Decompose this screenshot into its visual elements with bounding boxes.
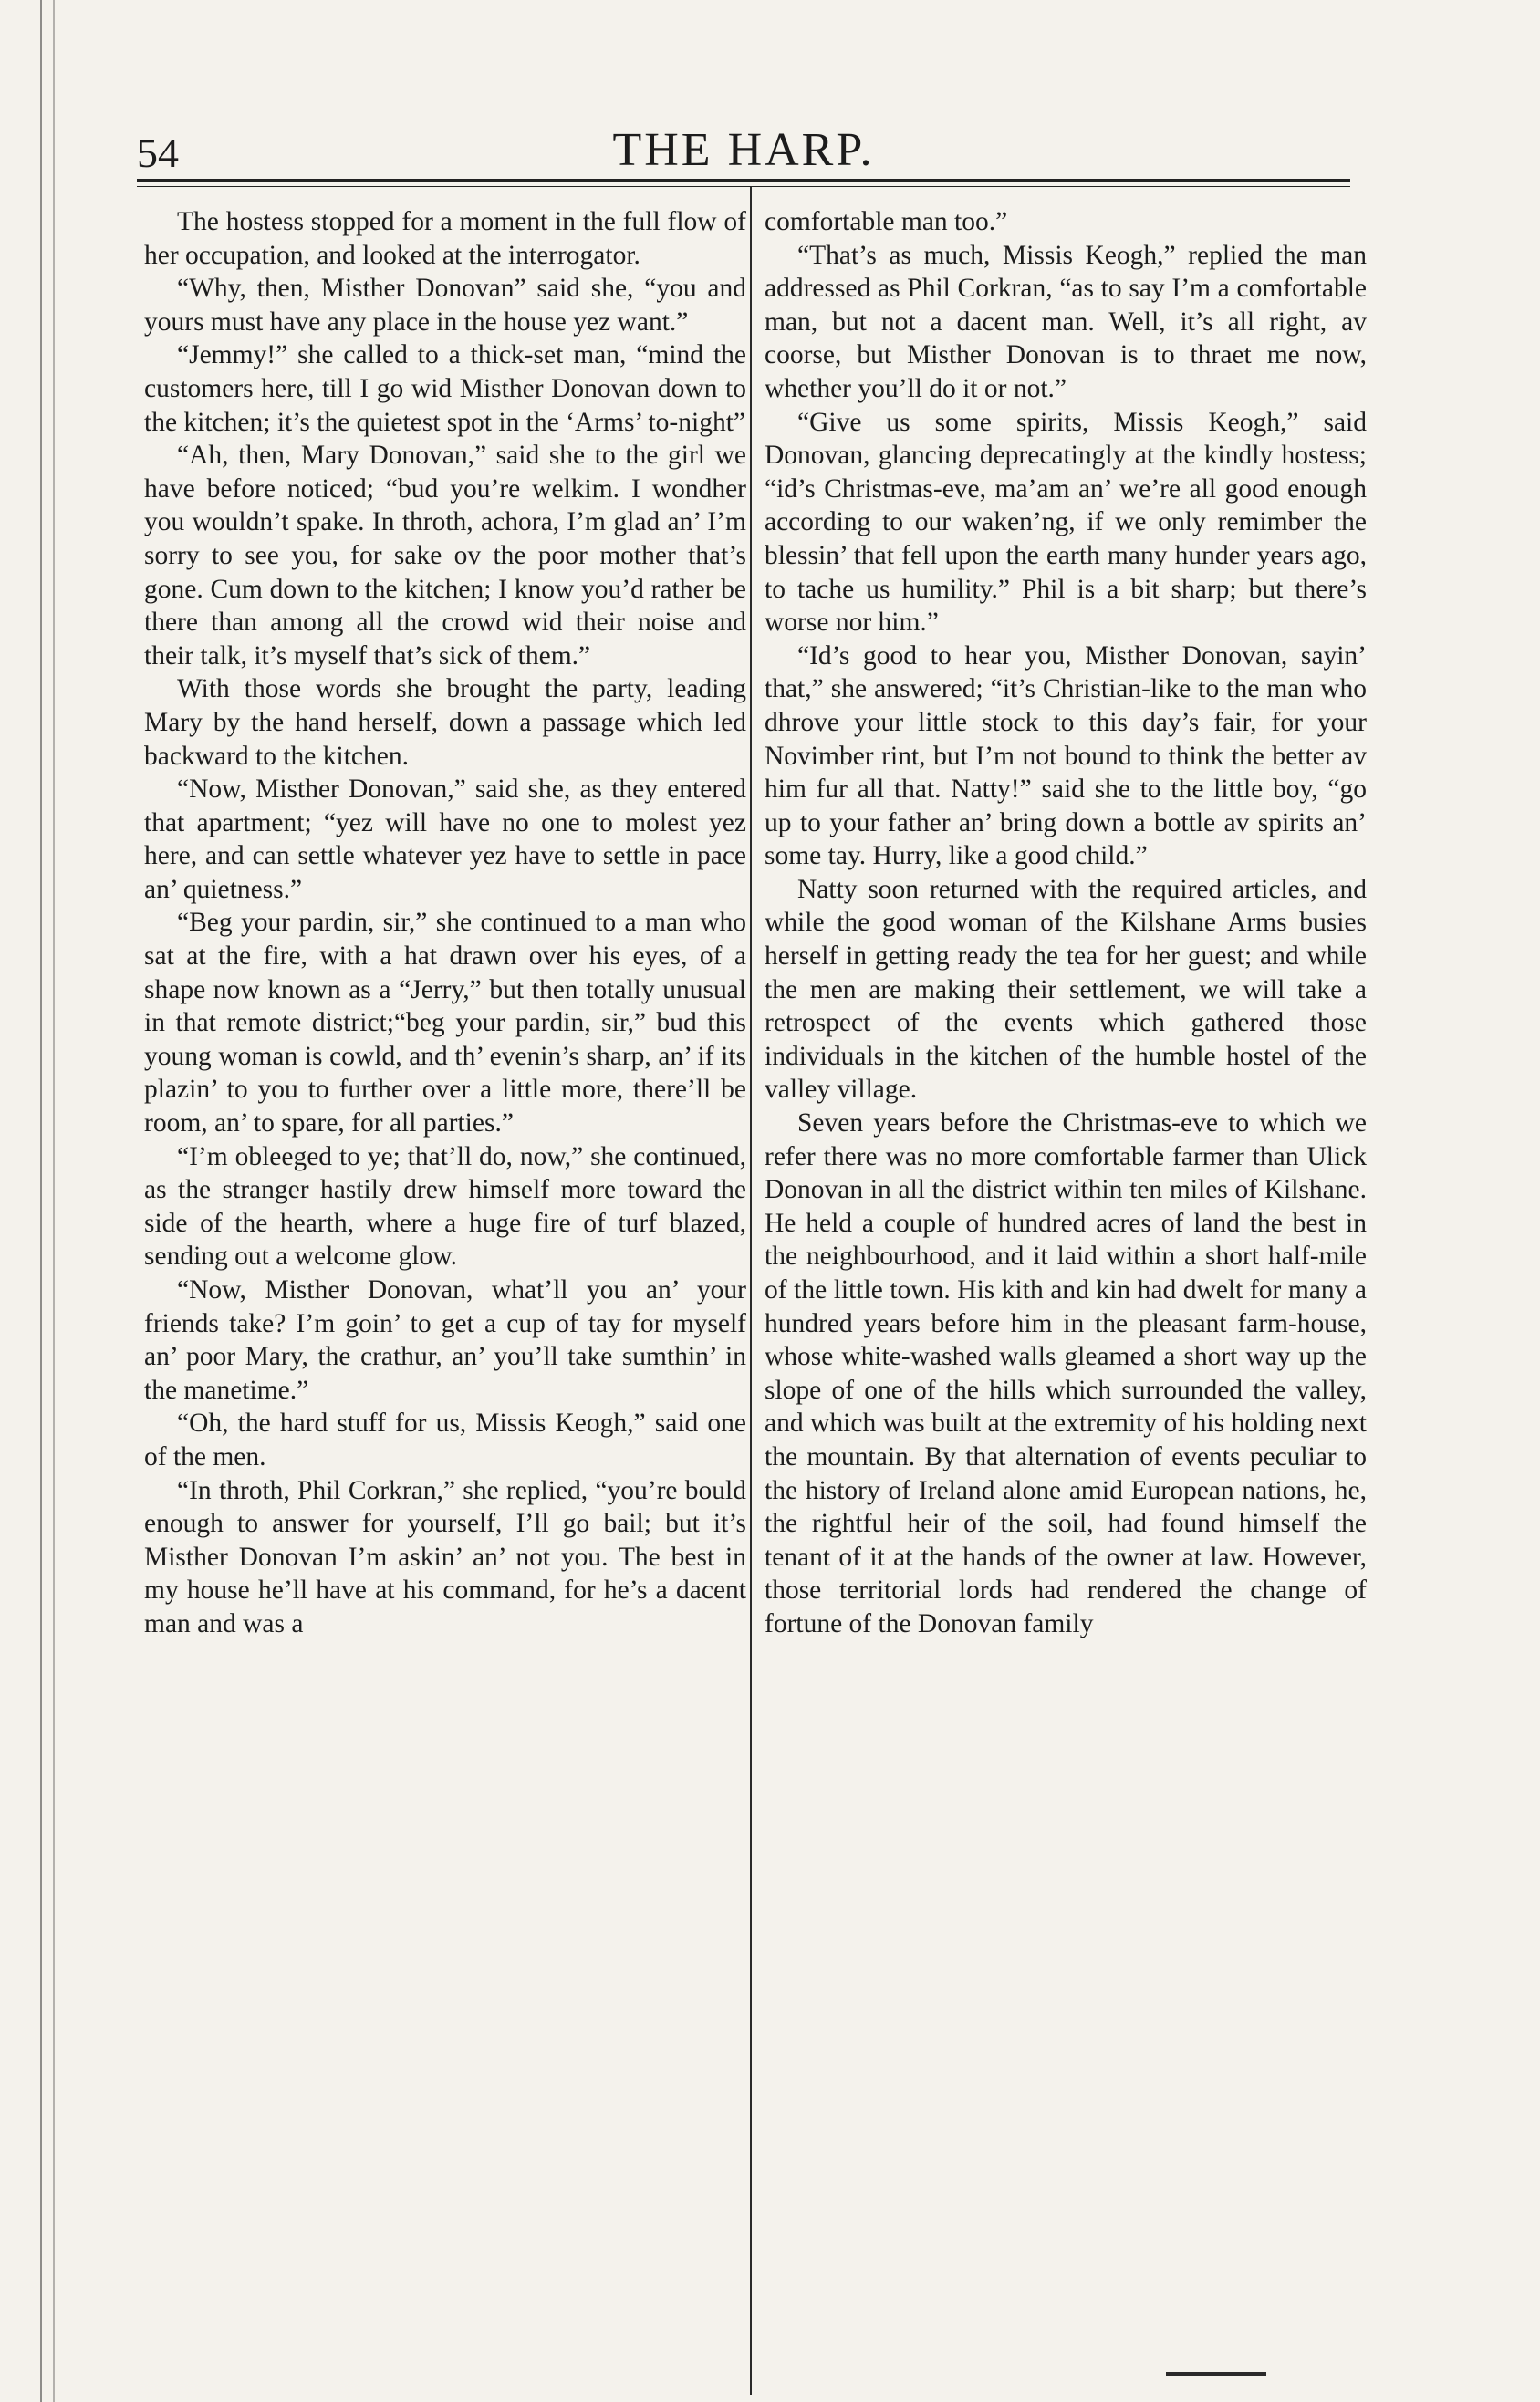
header-rule-thin [137, 186, 1350, 187]
paragraph: “Id’s good to hear you, Misther Donovan, sayin’ that,” she answered; “it’s Christian-like to the man who dhrove your little stock to this day’s fair, for your Novimber rint, but I’m not bound to think the better av him fur all that. Natty!” said she to the little boy, “go up to your father an’ bring down a bottle av spirits an’ some tay. Hurry, like a good child.” [765, 640, 1367, 871]
column-divider [750, 187, 752, 2395]
page-number: 54 [137, 130, 179, 176]
footer-rule [1166, 2372, 1266, 2376]
publication-title: THE HARP. [612, 124, 875, 176]
paragraph: “Now, Misther Donovan, what’ll you an’ your friends take? I’m goin’ to get a cup of tay for myself an’ poor Mary, the crathur, an’ you’ll take sumthin’ in the manetime.” [144, 1275, 746, 1405]
paragraph-continuation: comfortable man too.” [765, 207, 1008, 236]
left-column [144, 205, 746, 1641]
paragraph: With those words she brought the party, leading Mary by the hand herself, down a passage which led backward to the kitchen. [144, 674, 746, 771]
header-rule [137, 179, 1350, 182]
paragraph: Natty soon returned with the required articles, and while the good woman of the Kilshane Arms busies herself in getting ready the tea for her guest; and while the men are making their settlement, we will take a retrospect of the events which gathered those individuals in the kitchen of the humble hostel of the valley village. [765, 874, 1367, 1105]
paragraph: “Give us some spirits, Missis Keogh,” said Donovan, glancing deprecatingly at the kindly hostess; “id’s Christmas-eve, ma’am an’ we’re all good enough according to our waken’ng, if we only remimber the blessin’ that fell upon the earth many hunder years ago, to tache us humility.” Phil is a bit sharp; but there’s worse nor him.” [765, 407, 1367, 638]
paragraph: “In throth, Phil Corkran,” she replied, “you’re bould enough to answer for yourself, I’ll go bail; but it’s Misther Donovan I’m askin’ an’ not you. The best in my house he’ll have at his command, for he’s a dacent man and was a [144, 1475, 746, 1638]
paragraph: Seven years before the Christmas-eve to which we refer there was no more comfortable farmer than Ulick Donovan in all the district within ten miles of Kilshane. He held a couple of hundred acres of land the best in the neighbourhood, and it laid within a short half-mile of the little town. His kith and kin had dwelt for many a hundred years before him in the pleasant farm-house, whose white-washed walls gleamed a short way up the slope of one of the hills which surrounded the valley, and which was built at the extremity of his holding next the mountain. By that alternation of events peculiar to the history of Ireland alone amid European nations, he, the rightful heir of the soil, had found himself the tenant of it at the hands of the owner at law. However, those territorial lords had rendered the change of fortune of the Donovan family [765, 1108, 1367, 1638]
paragraph: “Now, Misther Donovan,” said she, as they entered that apartment; “yez will have no one to molest yez here, and can settle whatever yez have to settle in pace an’ quietness.” [144, 775, 746, 904]
paragraph: “Beg your pardin, sir,” she continued to a man who sat at the fire, with a hat drawn over his eyes, of a shape now known as a “Jerry,” but then totally unusual in that remote district;“beg your pardin, sir,” bud this young woman is cowld, and th’ evenin’s sharp, an’ if its plazin’ to you to further over a little more, there’ll be room, an’ to spare, for all parties.” [144, 908, 746, 1139]
page-header [137, 123, 1350, 187]
binding-edge-line [40, 0, 42, 2402]
paragraph: “That’s as much, Missis Keogh,” replied the man addressed as Phil Corkran, “as to say I’m a comfortable man, but not a dacent man. Well, it’s all right, av coorse, but Misther Donovan is to thraet me now, whether you’ll do it or not.” [765, 240, 1367, 403]
paragraph: “Why, then, Misther Donovan” said she, “you and yours must have any place in the house yez want.” [144, 274, 746, 337]
binding-edge-line [53, 0, 55, 2402]
paragraph: “Ah, then, Mary Donovan,” said she to the girl we have before noticed; “bud you’re welkim. I wondher you wouldn’t spake. In throth, achora, I’m glad an’ I’m sorry to see you, for sake ov the poor mother that’s gone. Cum down to the kitchen; I know you’d rather be there than among all the crowd wid their noise and their talk, it’s myself that’s sick of them.” [144, 441, 746, 671]
paragraph: “Oh, the hard stuff for us, Missis Keogh,” said one of the men. [144, 1409, 746, 1471]
paragraph: The hostess stopped for a moment in the full flow of her occupation, and looked at the interrogator. [144, 207, 746, 270]
paragraph: “I’m obleeged to ye; that’ll do, now,” she continued, as the stranger hastily drew himself more toward the side of the hearth, where a huge fire of turf blazed, sending out a welcome glow. [144, 1141, 746, 1272]
right-column [765, 205, 1367, 1641]
paragraph: “Jemmy!” she called to a thick-set man, “mind the customers here, till I go wid Misther Donovan down to the kitchen; it’s the quietest spot in the ‘Arms’ to-night” [144, 340, 746, 437]
